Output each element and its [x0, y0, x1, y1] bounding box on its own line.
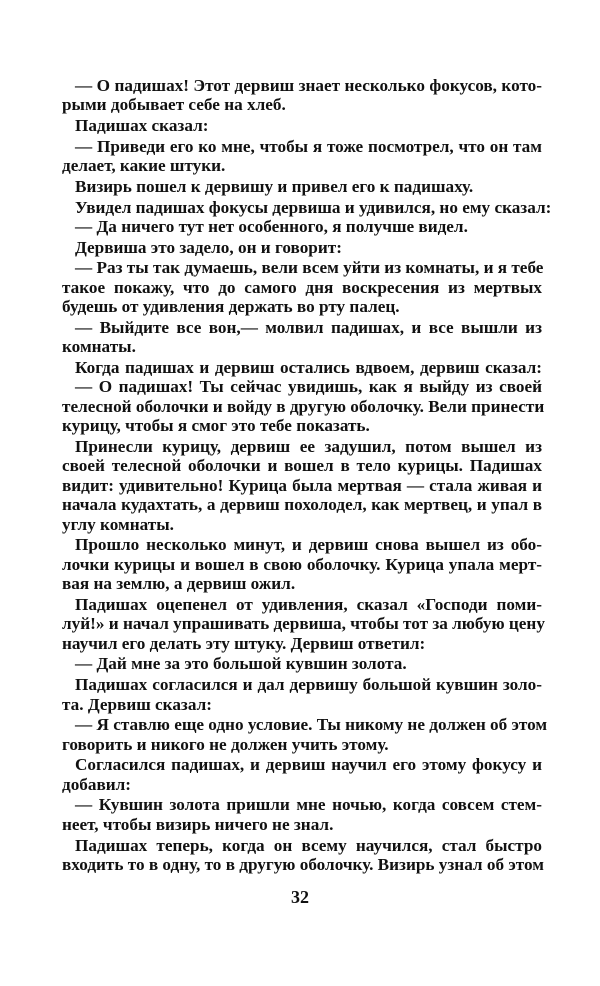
- text-line: вая на землю, а дервиш ожил.: [62, 574, 296, 594]
- text-line: — Дай мне за это большой кувшин золота.: [75, 654, 407, 674]
- text-line: курицу, чтобы я смог это тебе показать.: [62, 416, 370, 436]
- text-line: Принесли курицу, дервиш ее задушил, потом вышел из: [75, 436, 542, 456]
- text-line: Когда падишах и дервиш остались вдвоем, дервиш сказал:: [75, 357, 542, 377]
- text-line: — Выйдите все вон,— молвил падишах, и все вышли из: [75, 317, 542, 337]
- text-line: — Я ставлю еще одно условие. Ты никому не должен об этом: [75, 715, 548, 735]
- text-line: Дервиша это задело, он и говорит:: [75, 237, 342, 257]
- text-line: луй!» и начал упрашивать дервиша, чтобы тот за любую цену: [62, 614, 545, 634]
- text-line: та. Дервиш сказал:: [62, 694, 212, 714]
- text-line: Падишах оцепенел от удивления, сказал «Господи поми-: [75, 594, 542, 614]
- text-line: научил его делать эту штуку. Дервиш ответил:: [62, 633, 426, 653]
- text-line: Увидел падишах фокусы дервиша и удивился, но ему сказал:: [75, 197, 552, 217]
- text-line: Согласился падишах, и дервиш научил его этому фокусу и: [75, 755, 542, 775]
- text-line: телесной оболочки и войду в другую оболочку. Вели принести: [62, 396, 545, 416]
- page-number: 32: [291, 887, 309, 907]
- text-line: — Кувшин золота пришли мне ночью, когда совсем стем-: [75, 795, 542, 815]
- text-line: видит: удивительно! Курица была мертвая — стала живая и: [62, 475, 542, 495]
- text-line: — Приведи его ко мне, чтобы я тоже посмотрел, что он там: [75, 136, 542, 156]
- text-line: — О падишах! Этот дервиш знает несколько фокусов, кото-: [75, 76, 542, 95]
- text-line: неет, чтобы визирь ничего не знал.: [62, 814, 334, 834]
- text-line: Прошло несколько минут, и дервиш снова вышел из обо-: [75, 535, 542, 555]
- text-line: рыми добывает себе на хлеб.: [62, 95, 286, 115]
- text-line: Визирь пошел к дервишу и привел его к падишаху.: [75, 176, 474, 196]
- text-line: такое покажу, что до самого дня воскресения из мертвых: [62, 277, 542, 297]
- text-line: начала кудахтать, а дервиш похолодел, как мертвец, и упал в: [62, 495, 542, 515]
- text-line: говорить и никого не должен учить этому.: [62, 734, 389, 754]
- text-line: своей телесной оболочки и вошел в тело курицы. Падишах: [62, 456, 542, 476]
- text-line: Падишах сказал:: [75, 116, 209, 136]
- text-line: — О падишах! Ты сейчас увидишь, как я выйду из своей: [75, 377, 542, 397]
- text-line: Падишах теперь, когда он всему научился, стал быстро: [75, 835, 542, 855]
- text-line: — Раз ты так думаешь, вели всем уйти из комнаты, и я тебе: [75, 258, 544, 278]
- text-line: лочки курицы и вошел в свою оболочку. Курица упала мерт-: [62, 554, 542, 574]
- text-line: комнаты.: [62, 337, 136, 357]
- text-line: добавил:: [62, 774, 132, 794]
- text-line: — Да ничего тут нет особенного, я получше видел.: [75, 216, 468, 236]
- text-line: делает, какие штуки.: [62, 156, 226, 176]
- text-line: Падишах согласился и дал дервишу большой кувшин золо-: [75, 675, 542, 695]
- text-line: углу комнаты.: [62, 514, 174, 534]
- text-line: входить то в одну, то в другую оболочку. Визирь узнал об этом: [62, 854, 544, 874]
- text-line: будешь от удивления держать во рту палец.: [62, 297, 400, 317]
